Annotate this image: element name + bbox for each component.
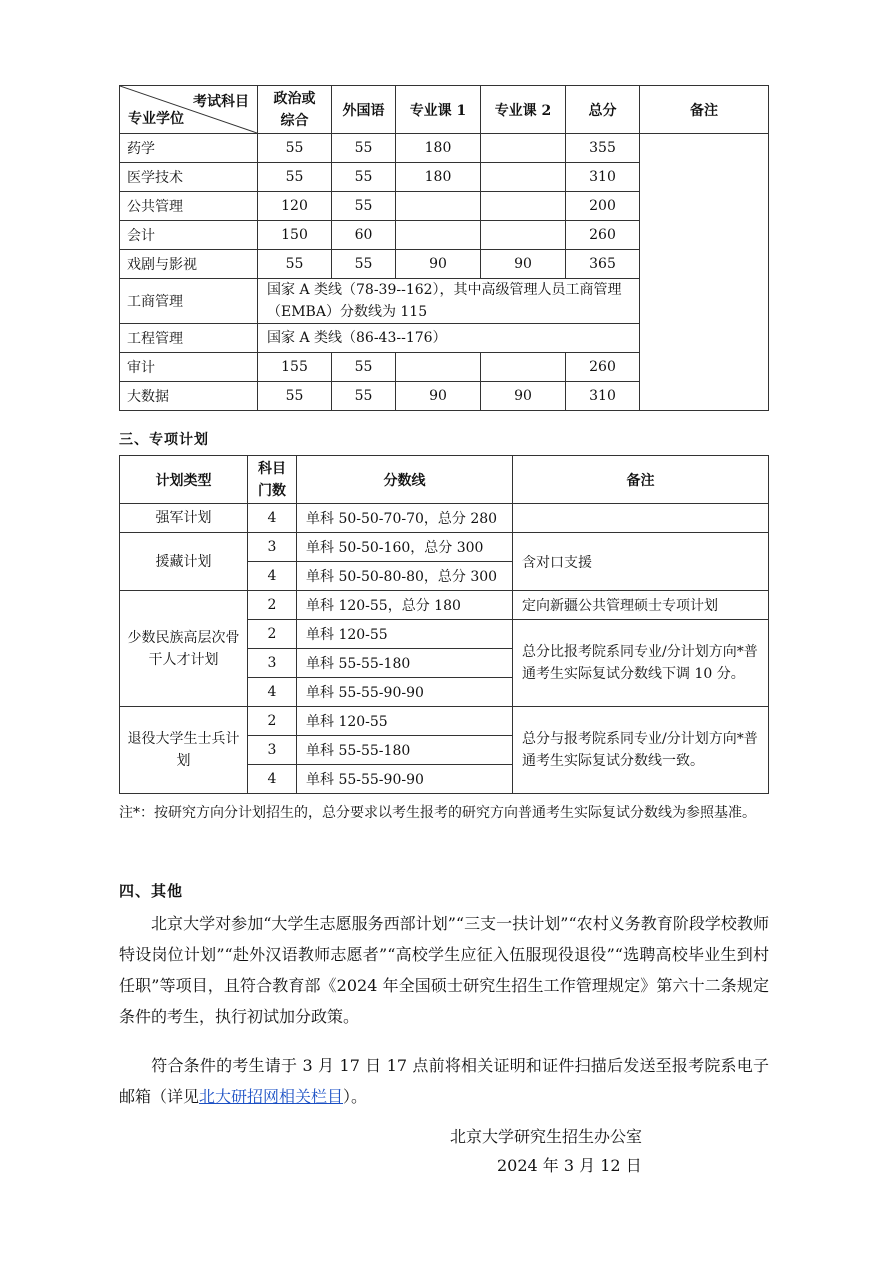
score-major2: [481, 353, 566, 382]
col-header-plan-type: 计划类型: [120, 456, 248, 504]
score-politics: 55: [258, 382, 332, 411]
col-header-remarks: 备注: [513, 456, 769, 504]
table-header-row: [120, 86, 769, 134]
score-foreign: 55: [332, 163, 396, 192]
plan-type: 援藏计划: [120, 533, 248, 591]
score-politics: 150: [258, 221, 332, 250]
score-total: 200: [566, 192, 640, 221]
merged-score-text: 国家 A 类线（86-43--176）: [258, 324, 640, 353]
degree-name: 大数据: [120, 382, 258, 411]
score-total: 260: [566, 353, 640, 382]
subject-count: 3: [248, 649, 297, 678]
score-major2: [481, 163, 566, 192]
score-foreign: 55: [332, 382, 396, 411]
table-row: [120, 504, 769, 533]
degree-name: 药学: [120, 134, 258, 163]
plan-type: 退役大学生士兵计划: [120, 707, 248, 794]
degree-name: 戏剧与影视: [120, 250, 258, 279]
plan-type: 少数民族高层次骨干人才计划: [120, 591, 248, 707]
score-major1: [396, 353, 481, 382]
col-header-subject-count: 科目门数: [248, 456, 297, 504]
score-line: 单科 55-55-90-90: [297, 678, 513, 707]
signature-office: 北京大学研究生招生办公室: [450, 1127, 643, 1146]
degree-name: 会计: [120, 221, 258, 250]
subject-count: 3: [248, 533, 297, 562]
col-header-major1: 专业课 1: [396, 86, 481, 134]
score-line: 单科 120-55，总分 180: [297, 591, 513, 620]
score-major1: [396, 192, 481, 221]
subject-count: 4: [248, 678, 297, 707]
signature-date: 2024 年 3 月 12 日: [497, 1156, 642, 1175]
table-row: [120, 533, 769, 562]
subject-count: 2: [248, 591, 297, 620]
subject-count: 2: [248, 620, 297, 649]
remark: 总分比报考院系同专业/分计划方向*普通考生实际复试分数线下调 10 分。: [513, 620, 769, 707]
score-total: 260: [566, 221, 640, 250]
paragraph-text: 北京大学对参加“大学生志愿服务西部计划”“三支一扶计划”“农村义务教育阶段学校教师特设岗位计划”“赴外汉语教师志愿者”“高校学生应征入伍服现役退役”“选聘高校毕业生到村任职”等项目，且符合教育部《2024 年全国硕士研究生招生工作管理规定》第六十二条规定条件的考生，执行初试加分政策。: [119, 914, 769, 1026]
score-major1: 90: [396, 382, 481, 411]
score-major2: [481, 221, 566, 250]
score-foreign: 55: [332, 134, 396, 163]
score-major2: 90: [481, 250, 566, 279]
score-politics: 155: [258, 353, 332, 382]
col-header-major2: 专业课 2: [481, 86, 566, 134]
remark: [513, 504, 769, 533]
degree-score-table: [119, 85, 769, 411]
score-line: 单科 55-55-180: [297, 649, 513, 678]
table-header-row: [120, 456, 769, 504]
paragraph-submission: [119, 1050, 769, 1112]
degree-name: 工程管理: [120, 324, 258, 353]
score-foreign: 55: [332, 192, 396, 221]
remark: 总分与报考院系同专业/分计划方向*普通考生实际复试分数线一致。: [513, 707, 769, 794]
diagonal-header-cell: [120, 86, 258, 134]
score-line: 单科 50-50-80-80，总分 300: [297, 562, 513, 591]
score-line: 单科 50-50-160，总分 300: [297, 533, 513, 562]
score-politics: 55: [258, 134, 332, 163]
score-politics: 55: [258, 250, 332, 279]
admissions-site-link[interactable]: 北大研招网相关栏目: [199, 1087, 344, 1106]
score-major1: 90: [396, 250, 481, 279]
header-degree-label: 专业学位: [128, 111, 184, 127]
score-major2: 90: [481, 382, 566, 411]
col-header-total: 总分: [566, 86, 640, 134]
score-line: 单科 120-55: [297, 620, 513, 649]
subject-count: 4: [248, 765, 297, 794]
col-header-foreign: 外国语: [332, 86, 396, 134]
col-header-score-line: 分数线: [297, 456, 513, 504]
remark: 含对口支援: [513, 533, 769, 591]
subject-count: 3: [248, 736, 297, 765]
score-foreign: 55: [332, 353, 396, 382]
section-3-heading: 三、专项计划: [119, 432, 209, 448]
remark: 定向新疆公共管理硕士专项计划: [513, 591, 769, 620]
degree-name: 工商管理: [120, 279, 258, 324]
score-politics: 55: [258, 163, 332, 192]
score-total: 355: [566, 134, 640, 163]
score-foreign: 60: [332, 221, 396, 250]
table-row: [120, 134, 769, 163]
degree-name: 公共管理: [120, 192, 258, 221]
subject-count: 2: [248, 707, 297, 736]
score-politics: 120: [258, 192, 332, 221]
degree-name: 审计: [120, 353, 258, 382]
score-line: 单科 120-55: [297, 707, 513, 736]
section-4-heading: 四、其他: [119, 882, 184, 900]
score-total: 310: [566, 163, 640, 192]
plan-type: 强军计划: [120, 504, 248, 533]
merged-score-text: 国家 A 类线（78-39--162），其中高级管理人员工商管理（EMBA）分数线为 115: [258, 279, 640, 324]
score-line: 单科 50-50-70-70，总分 280: [297, 504, 513, 533]
degree-name: 医学技术: [120, 163, 258, 192]
col-header-remarks: 备注: [640, 86, 769, 134]
header-subjects-label: 考试科目: [193, 94, 249, 110]
score-total: 365: [566, 250, 640, 279]
score-major1: [396, 221, 481, 250]
paragraph-text-end: ）。: [343, 1087, 368, 1106]
subject-count: 4: [248, 504, 297, 533]
paragraph-text: 符合条件的考生请于 3 月 17 日 17 点前将相关证明和证件扫描后发送至报考院系电子邮箱（详见: [119, 1056, 769, 1106]
subject-count: 4: [248, 562, 297, 591]
score-major2: [481, 134, 566, 163]
table-row: [120, 591, 769, 620]
score-major1: 180: [396, 134, 481, 163]
remarks-cell: [640, 134, 769, 411]
score-line: 单科 55-55-180: [297, 736, 513, 765]
score-total: 310: [566, 382, 640, 411]
table-row: [120, 707, 769, 736]
col-header-politics: 政治或综合: [258, 86, 332, 134]
score-line: 单科 55-55-90-90: [297, 765, 513, 794]
score-foreign: 55: [332, 250, 396, 279]
score-major1: 180: [396, 163, 481, 192]
score-major2: [481, 192, 566, 221]
special-plan-table: [119, 455, 769, 794]
footnote: 注*：按研究方向分计划招生的，总分要求以考生报考的研究方向普通考生实际复试分数线为参照基准。: [119, 805, 756, 821]
paragraph-bonus-policy: [119, 908, 769, 1032]
